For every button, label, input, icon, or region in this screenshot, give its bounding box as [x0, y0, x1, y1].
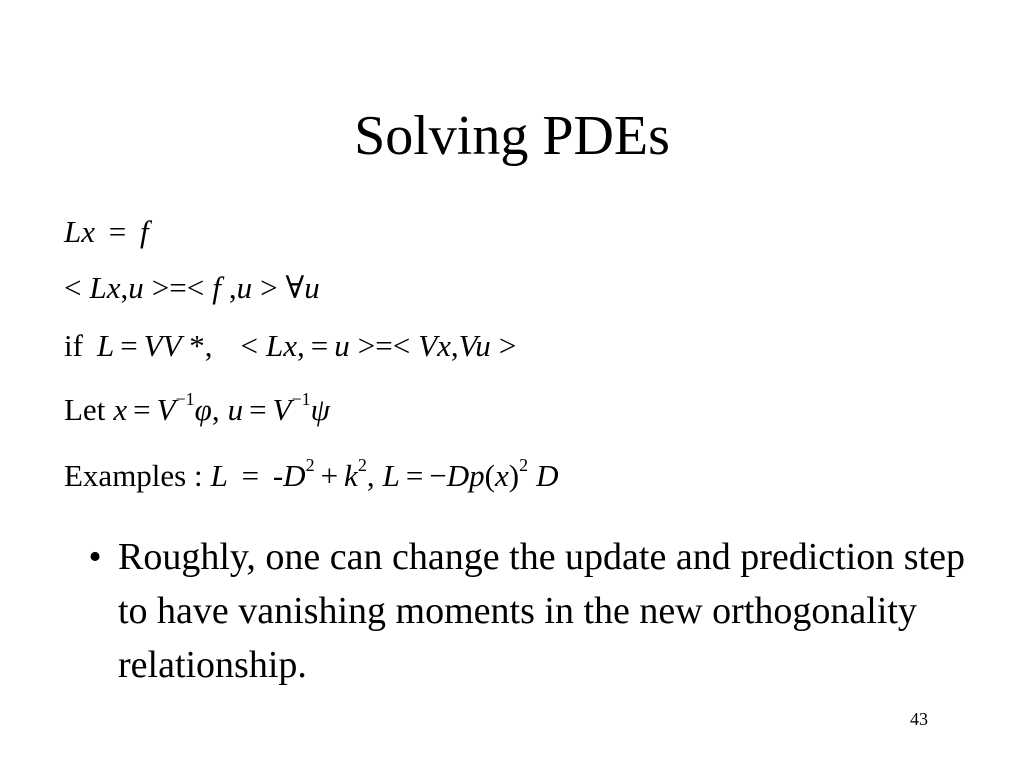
bullet-dot-icon: • [88, 536, 102, 578]
equation-5: Examples : $L = -D^2 + k^2$, $L = -Dp(x)^2$ D [64, 454, 559, 493]
bullet-text: Roughly, one can change the update and prediction step to have vanishing moments in the new orthogonality relationship. [118, 536, 965, 686]
equation-2: < Lx,u >=< f ,u > ∀u [64, 270, 320, 305]
equation-1: Lx = f [64, 214, 149, 249]
bullet-item [80, 530, 980, 692]
equation-4: Let $x = V^{-1}\varphi$, $u = V^{-1}\psi$ [64, 388, 330, 427]
page-number: 43 [910, 709, 928, 729]
equation-3: if L = VV *, < Lx, = u >=< Vx,Vu > [64, 328, 517, 363]
slide-title: Solving PDEs [354, 105, 670, 167]
